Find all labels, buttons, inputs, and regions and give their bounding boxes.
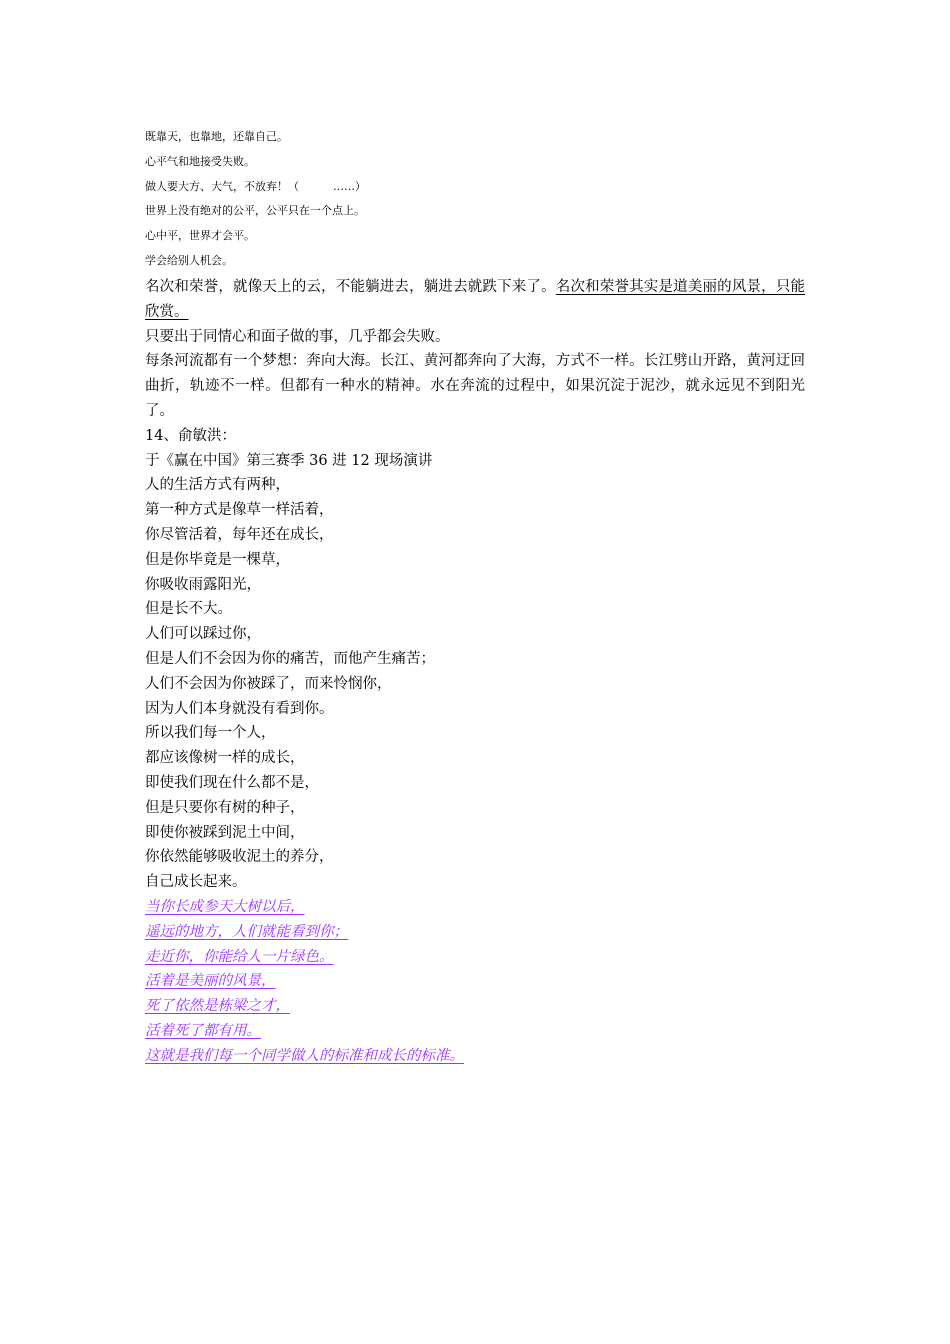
poem-line: 所以我们每一个人， [145, 725, 276, 742]
highlighted-line: 遥远的地方，人们就能看到你； [145, 923, 348, 940]
highlighted-line: 走近你，你能给人一片绿色。 [145, 948, 334, 965]
poem-line: 第一种方式是像草一样活着， [145, 502, 334, 519]
highlighted-line: 当你长成参天大树以后， [145, 898, 305, 915]
poem-line: 人的生活方式有两种， [145, 477, 290, 494]
fame-underlined-text: 名次和荣誉其实是道美丽的风景，只能欣赏。 [145, 279, 806, 320]
main-text-block [145, 275, 805, 1069]
speech-source: 于《赢在中国》第三赛季 36 进 12 现场演讲 [145, 452, 433, 469]
poem-line: 都应该像树一样的成长， [145, 750, 305, 767]
small-quote-line: 学会给别人机会。 [145, 253, 233, 267]
poem-line: 自己成长起来。 [145, 874, 247, 891]
poem-line: 人们不会因为你被踩了，而来怜悯你， [145, 675, 392, 692]
small-quote-line [145, 175, 845, 200]
poem-line: 你尽管活着，每年还在成长， [145, 526, 334, 543]
small-quote-line: 世界上没有绝对的公平，公平只在一个点上。 [145, 204, 365, 218]
highlighted-line: 活着死了都有用。 [145, 1022, 261, 1039]
poem-line: 你吸收雨露阳光， [145, 576, 261, 593]
sympathy-paragraph: 只要出于同情心和面子做的事，几乎都会失败。 [145, 328, 450, 345]
small-quote-line: 心平气和地接受失败。 [145, 154, 255, 168]
poem-line: 人们可以踩过你， [145, 626, 261, 643]
section-heading: 14、俞敏洪： [145, 427, 236, 444]
poem-line: 但是你毕竟是一棵草， [145, 551, 290, 568]
rivers-paragraph: 每条河流都有一个梦想：奔向大海。长江、黄河都奔向了大海，方式不一样。长江劈山开路，黄河迂回曲折，轨迹不一样。但都有一种水的精神。水在奔流的过程中，如果沉淀于泥沙，就永远见不到阳光了。 [145, 353, 805, 419]
fame-text: 名次和荣誉，就像天上的云，不能躺进去，躺进去就跌下来了。 [145, 279, 556, 295]
fame-paragraph [145, 275, 805, 325]
small-quote-line: 既靠天，也靠地，还靠自己。 [145, 130, 288, 143]
highlighted-line: 活着是美丽的风景， [145, 973, 276, 990]
poem-line: 你依然能够吸收泥土的养分， [145, 849, 334, 866]
highlighted-line: 死了依然是栋梁之才， [145, 998, 290, 1015]
poem-line: 因为人们本身就没有看到你。 [145, 700, 334, 717]
small-quotes-block [145, 125, 845, 274]
small-quote-line: 心中平，世界才会平。 [145, 229, 255, 243]
highlighted-poem [145, 895, 805, 1069]
poem-line: 即使我们现在什么都不是， [145, 774, 319, 791]
highlighted-line: 这就是我们每一个同学做人的标准和成长的标准。 [145, 1047, 464, 1064]
small-quote-text: 做人要大方、大气，不放弃！（ [145, 179, 299, 193]
poem-line: 但是人们不会因为你的痛苦，而他产生痛苦； [145, 650, 435, 667]
poem-line: 但是长不大。 [145, 601, 232, 618]
poem [145, 473, 805, 895]
poem-line: 即使你被踩到泥土中间， [145, 824, 305, 841]
poem-line: 但是只要你有树的种子， [145, 799, 305, 816]
small-quote-tail: ……） [333, 179, 366, 193]
